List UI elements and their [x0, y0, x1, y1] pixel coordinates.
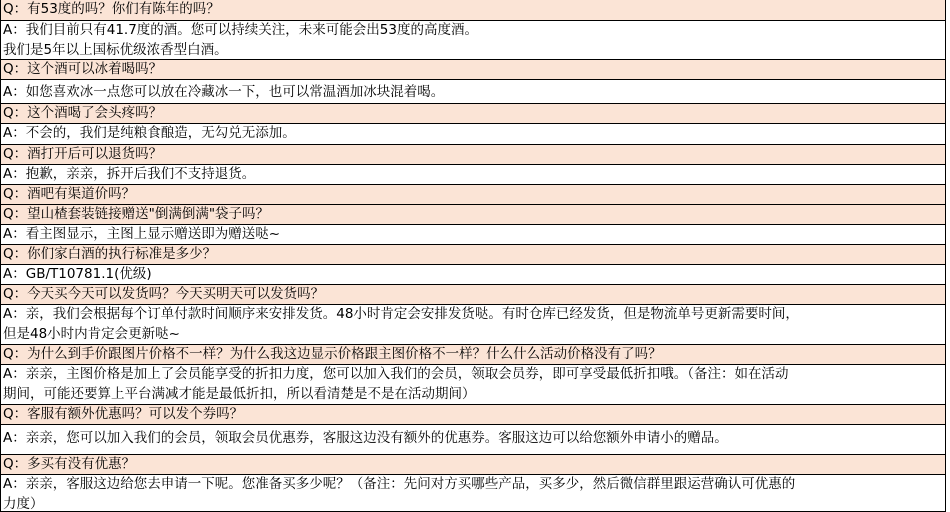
question-text: Q：这个酒喝了会头疼吗？ — [3, 105, 163, 121]
answer-row — [0, 364, 946, 404]
answer-row — [0, 224, 946, 244]
answer-text: A：我们目前只有41.7度的酒。您可以持续关注，未来可能会出53度的高度酒。 — [3, 22, 478, 38]
answer-text: A：抱歉，亲亲，拆开后我们不支持退货。 — [3, 166, 256, 182]
question-text: Q：这个酒可以冰着喝吗？ — [3, 61, 163, 77]
answer-text: 我们是5年以上国标优级浓香型白酒。 — [3, 41, 228, 58]
question-text: Q：多买有没有优惠？ — [3, 456, 136, 472]
answer-row — [0, 304, 946, 344]
answer-row — [0, 424, 946, 454]
answer-text: A：如您喜欢冰一点您可以放在冷藏冰一下，也可以常温酒加冰块混着喝。 — [3, 84, 445, 100]
answer-row — [0, 474, 946, 512]
question-row — [0, 59, 946, 79]
question-text: Q：你们家白酒的执行标准是多少？ — [3, 246, 217, 262]
question-row — [0, 404, 946, 424]
question-row — [0, 204, 946, 224]
answer-text: 力度） — [3, 495, 44, 512]
sheet-right-margin — [946, 0, 950, 512]
question-row — [0, 103, 946, 123]
question-text: Q：酒吧有渠道价吗？ — [3, 186, 136, 202]
question-row — [0, 344, 946, 364]
question-text: Q：今天买今天可以发货吗？今天买明天可以发货吗？ — [3, 286, 325, 302]
answer-row — [0, 79, 946, 103]
question-row — [0, 144, 946, 164]
question-text: Q：有53度的吗？你们有陈年的吗？ — [3, 1, 220, 17]
question-text: Q：酒打开后可以退货吗？ — [3, 146, 163, 162]
answer-row — [0, 264, 946, 284]
answer-row — [0, 164, 946, 184]
question-row — [0, 0, 946, 20]
answer-text: A：亲，我们会根据每个订单付款时间顺序来安排发货。48小时肯定会安排发货哒。有时仓库已经发货，但是物流单号更新需要时间， — [3, 306, 799, 322]
question-row — [0, 244, 946, 264]
answer-row — [0, 20, 946, 59]
answer-text: A：亲亲，您可以加入我们的会员，领取会员优惠券，客服这边没有额外的优惠券。客服这边可以给您额外申请小的赠品。 — [3, 430, 728, 446]
answer-row — [0, 123, 946, 144]
answer-text: A：看主图显示，主图上显示赠送即为赠送哒~ — [3, 226, 281, 242]
question-row — [0, 284, 946, 304]
question-text: Q：望山楂套装链接赠送"倒满倒满"袋子吗？ — [3, 206, 270, 222]
answer-text: A：亲亲，主图价格是加上了会员能享受的折扣力度，您可以加入我们的会员，领取会员券，即可享受最低折扣哦。（备注：如在活动 — [3, 366, 789, 382]
answer-text: A：不会的，我们是纯粮食酿造，无勾兑无添加。 — [3, 125, 296, 141]
answer-text: A：亲亲，客服这边给您去申请一下呢。您准备买多少呢？（备注：先问对方买哪些产品，买多少，然后微信群里跟运营确认可优惠的 — [3, 476, 796, 492]
question-text: Q：为什么到手价跟图片价格不一样？为什么我这边显示价格跟主图价格不一样？什么什么活动价格没有了吗？ — [3, 346, 662, 362]
answer-text: 期间，可能还要算上平台满减才能是最低折扣，所以看清楚是不是在活动期间） — [3, 385, 476, 402]
question-row — [0, 184, 946, 204]
question-text: Q：客服有额外优惠吗？可以发个券吗？ — [3, 406, 244, 422]
answer-text: A：GB/T10781.1(优级) — [3, 266, 152, 282]
answer-text: 但是48小时内肯定会更新哒~ — [3, 325, 180, 342]
question-row — [0, 454, 946, 474]
